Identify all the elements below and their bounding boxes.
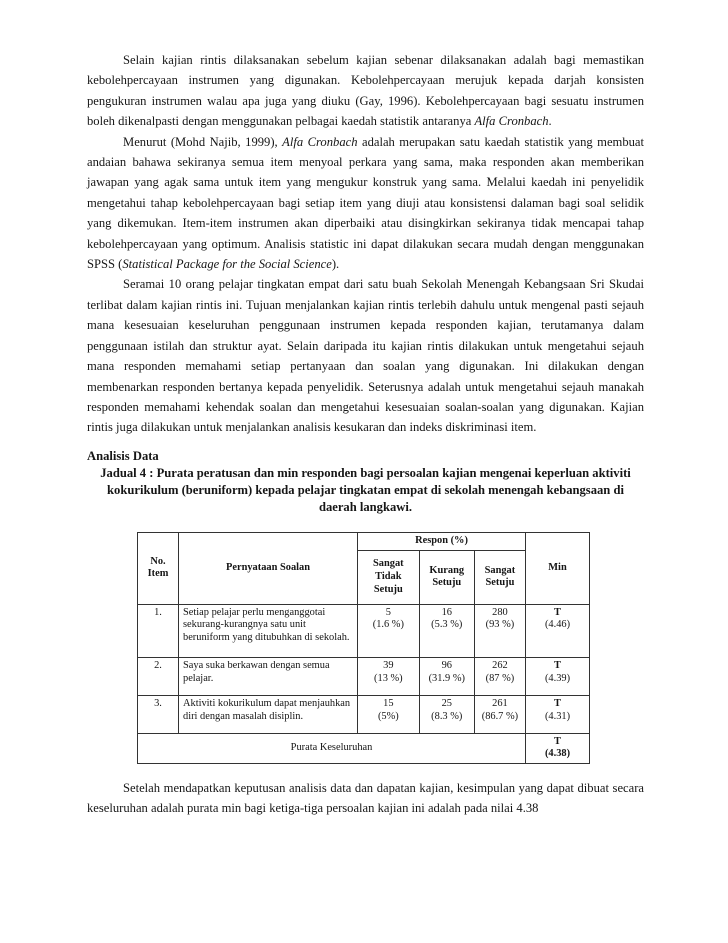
footer-label: Purata Keseluruhan bbox=[138, 733, 526, 763]
cell-min: T (4.46) bbox=[526, 604, 590, 658]
header-col1: Sangat Tidak Setuju bbox=[358, 551, 420, 605]
conclusion-section bbox=[87, 778, 644, 819]
table-row bbox=[138, 604, 590, 658]
header-col2: Kurang Setuju bbox=[419, 551, 474, 605]
paragraph-text: . bbox=[548, 114, 552, 129]
cell-c3: 262 (87 %) bbox=[474, 658, 525, 696]
cell-c3: 261 (86.7 %) bbox=[474, 695, 525, 733]
cell-c2: 25 (8.3 %) bbox=[419, 695, 474, 733]
cell-c2: 16 (5.3 %) bbox=[419, 604, 474, 658]
cell-c2: 96 (31.9 %) bbox=[419, 658, 474, 696]
cell-statement: Aktiviti kokurikulum dapat menjauhkan diri dengan masalah disiplin. bbox=[179, 695, 358, 733]
table-row bbox=[138, 695, 590, 733]
cell-no: 3. bbox=[138, 695, 179, 733]
header-no-item: No. Item bbox=[138, 533, 179, 605]
cell-min: T (4.39) bbox=[526, 658, 590, 696]
header-respon: Respon (%) bbox=[358, 533, 526, 551]
header-statement: Pernyataan Soalan bbox=[179, 533, 358, 605]
paragraph-text: Menurut (Mohd Najib, 1999), bbox=[123, 134, 283, 149]
paragraph-alfa-cronbach bbox=[87, 132, 644, 275]
paragraph-conclusion: Setelah mendapatkan keputusan analisis data dan dapatan kajian, kesimpulan yang dapat dibuat secara keseluruhan adalah purata min bagi ketiga-tiga persoalan kajian ini adalah pada nilai 4.38 bbox=[87, 781, 644, 816]
cell-c1: 5 (1.6 %) bbox=[358, 604, 420, 658]
header-min: Min bbox=[526, 533, 590, 605]
cell-no: 2. bbox=[138, 658, 179, 696]
header-col3: Sangat Setuju bbox=[474, 551, 525, 605]
paragraph-text: adalah merupakan satu kaedah statistik yang membuat andaian bahawa sekiranya semua item menyoal perkara yang sama, maka responden akan memberikan jawapan yang agak sama untuk item yang mengukur konstruk yang sama. Melalui kaedah ini penyelidik mengetahui tahap kebolehpercayaan bagi setiap item yang diuji atau konsistensi dalaman bagi soal selidik yang dikemukan. Item-item instrumen akan diperbaiki atau disingkirkan sekiranya tidak mencapai tahap kebolehpercayaan yang optimum. Analisis statistic ini dapat dilakukan secara mudah dengan menggunakan SPSS ( bbox=[87, 134, 645, 272]
italic-term: Statistical Package for the Social Science bbox=[122, 257, 332, 272]
italic-term: Alfa Cronbach bbox=[474, 114, 549, 129]
footer-min: T (4.38) bbox=[526, 733, 590, 763]
cell-no: 1. bbox=[138, 604, 179, 658]
paragraph-pilot-study bbox=[87, 274, 644, 437]
document-body bbox=[87, 50, 644, 516]
paragraph-text: Seramai 10 orang pelajar tingkatan empat dari satu buah Sekolah Menengah Kebangsaan Sri Skudai terlibat dalam kajian rintis ini. Tujuan menjalankan kajian rintis terlebih dahulu untuk mengenal pasti sejauh mana kesesuaian keseluruhan penggunaan instrumen kepada responden kajian, terutamanya dalam penggunaan istilah dan struktur ayat. Selain daripada itu kajian rintis dilakukan untuk mengetahui sejauh mana responden memahami setiap pertanyaan dan soalan yang digunakan. Ini dilakukan dengan membenarkan responden bertanya kepada penyelidik. Seterusnya adalah untuk mengetahui sejauh manakah responden memahami kehendak soalan dan mengetahui kesesuaian soalan-soalan yang digunakan. Kajian rintis juga dilakukan untuk menjalankan analisis kesukaran dan indeks diskriminasi item. bbox=[87, 277, 644, 435]
italic-term: Alfa Cronbach bbox=[282, 134, 358, 149]
paragraph-text: Selain kajian rintis dilaksanakan sebelum kajian sebenar dilaksanakan adalah bagi memastikan kebolehpercayaan instrumen yang digunakan. Kebolehpercayaan merujuk kepada darjah konsisten pengukuran instrumen walau apa juga yang diuku (Gay, 1996). Kebolehpercayaan bagi sesuatu instrumen boleh dikenalpasti dengan menggunakan pelbagai kaedah statistik antaranya bbox=[87, 53, 644, 129]
cell-c3: 280 (93 %) bbox=[474, 604, 525, 658]
results-table bbox=[137, 532, 590, 764]
cell-statement: Saya suka berkawan dengan semua pelajar. bbox=[179, 658, 358, 696]
cell-min: T (4.31) bbox=[526, 695, 590, 733]
section-heading: Analisis Data bbox=[87, 448, 159, 463]
table-row bbox=[138, 658, 590, 696]
cell-statement: Setiap pelajar perlu menganggotai sekurang-kurangnya satu unit beruniform yang ditubuhkan di sekolah. bbox=[179, 604, 358, 658]
cell-c1: 15 (5%) bbox=[358, 695, 420, 733]
paragraph-text: ). bbox=[331, 257, 340, 272]
table-caption: Jadual 4 : Purata peratusan dan min responden bagi persoalan kajian mengenai keperluan aktiviti kokurikulum (beruniform) kepada pelajar tingkatan empat di sekolah menengah kebangsaan di daerah langkawi. bbox=[100, 465, 631, 514]
cell-c1: 39 (13 %) bbox=[358, 658, 420, 696]
paragraph-reliability bbox=[87, 50, 644, 132]
table-footer-row bbox=[138, 733, 590, 763]
